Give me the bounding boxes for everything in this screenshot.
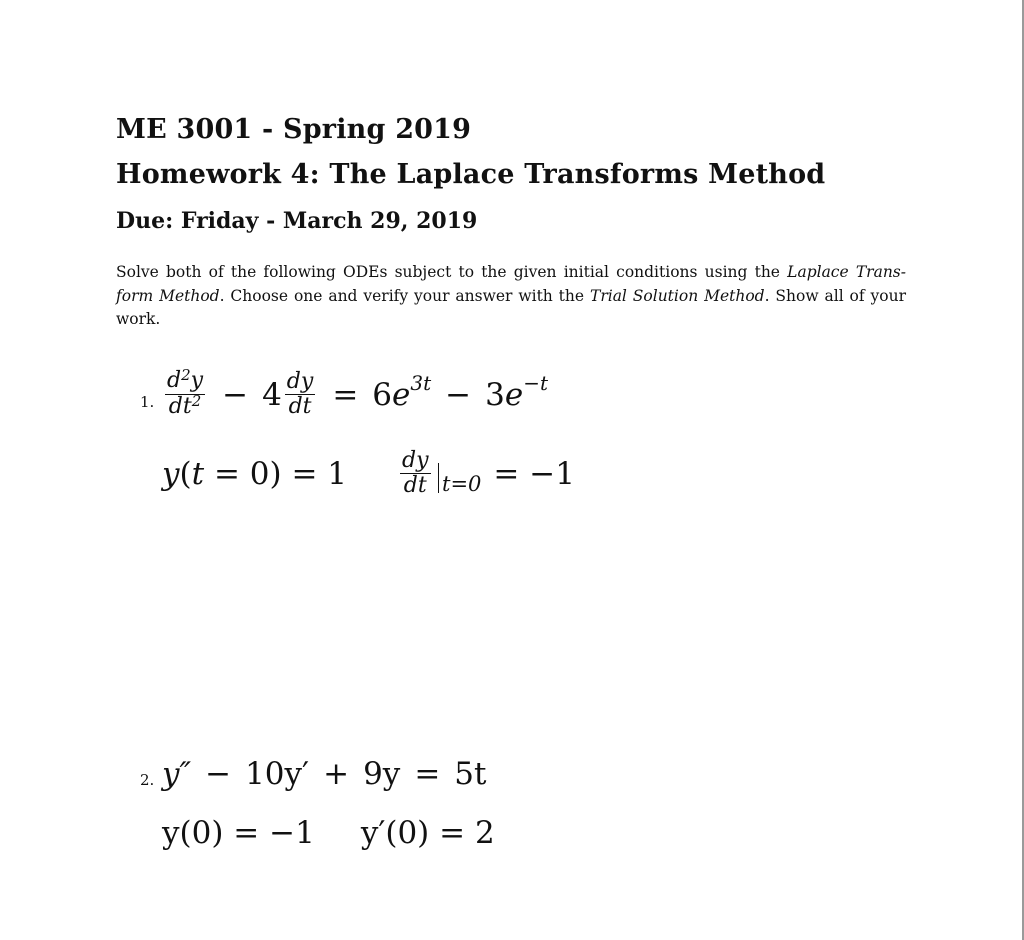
instructions-text-3: . Show all of your: [764, 286, 906, 305]
exponent-3t: 3t: [410, 370, 432, 395]
second-derivative-fraction: $\frac{d^2y}{dt^2}$: [167, 366, 204, 419]
ic-value: = 0) = 1: [204, 455, 347, 492]
minus-sign: −: [205, 756, 232, 792]
coefficient-6: 6: [372, 376, 393, 413]
instructions: [116, 261, 906, 332]
evaluation-subscript: t=0: [442, 471, 482, 496]
ic-derivative-value: = −1: [493, 455, 575, 492]
ic-t: t: [191, 455, 205, 492]
ic-paren: (: [179, 455, 192, 492]
rhs-term: 5t: [454, 756, 487, 792]
exponent-neg-t: −t: [523, 370, 549, 395]
ic-yprime0: y′(0) = 2: [360, 815, 495, 851]
problem-1-equation: [162, 366, 549, 419]
instructions-line-1: [116, 261, 906, 285]
problem-1-number: 1.: [140, 393, 155, 411]
plus-sign: +: [323, 756, 350, 792]
problem-2-number: 2.: [140, 771, 155, 789]
instructions-text-1: Solve both of the following ODEs subject to the given initial conditions using the: [116, 263, 780, 281]
exp-base-2: e: [504, 376, 524, 413]
trial-method-name: Trial Solution Method: [589, 286, 765, 305]
instructions-line-2: [116, 285, 906, 309]
evaluation-bar: [438, 463, 440, 493]
problem-2-initial-conditions: [162, 815, 495, 851]
minus-sign: −: [222, 376, 249, 413]
instructions-line-3: work.: [116, 310, 161, 328]
laplace-method-name-cont: form Method: [116, 286, 220, 305]
laplace-method-name: Laplace Trans-: [787, 263, 906, 281]
ic-derivative-fraction: $\frac{dy}{dt}$: [402, 448, 429, 498]
problem-1-initial-conditions: [162, 450, 575, 497]
coefficient: 4: [262, 376, 282, 413]
second-derivative-term: y″: [162, 756, 192, 792]
exp-base: e: [392, 376, 411, 413]
first-derivative-fraction: $\frac{dy}{dt}$: [286, 369, 314, 419]
equals-sign: =: [414, 756, 441, 792]
course-title: ME 3001 - Spring 2019: [116, 114, 472, 145]
y-term: 9y: [363, 756, 401, 792]
problem-2-equation: [162, 756, 486, 792]
coefficient-3: 3: [485, 376, 505, 413]
instructions-text-2: . Choose one and verify your answer with the: [219, 286, 585, 305]
ic-y0: y(0) = −1: [162, 815, 315, 851]
ic-y: y: [162, 455, 180, 492]
homework-title: Homework 4: The Laplace Transforms Method: [116, 159, 826, 190]
first-derivative-term: 10y′: [245, 756, 310, 792]
due-date: Due: Friday - March 29, 2019: [116, 208, 478, 234]
minus-sign-2: −: [445, 376, 472, 413]
equals-sign: =: [332, 376, 359, 413]
